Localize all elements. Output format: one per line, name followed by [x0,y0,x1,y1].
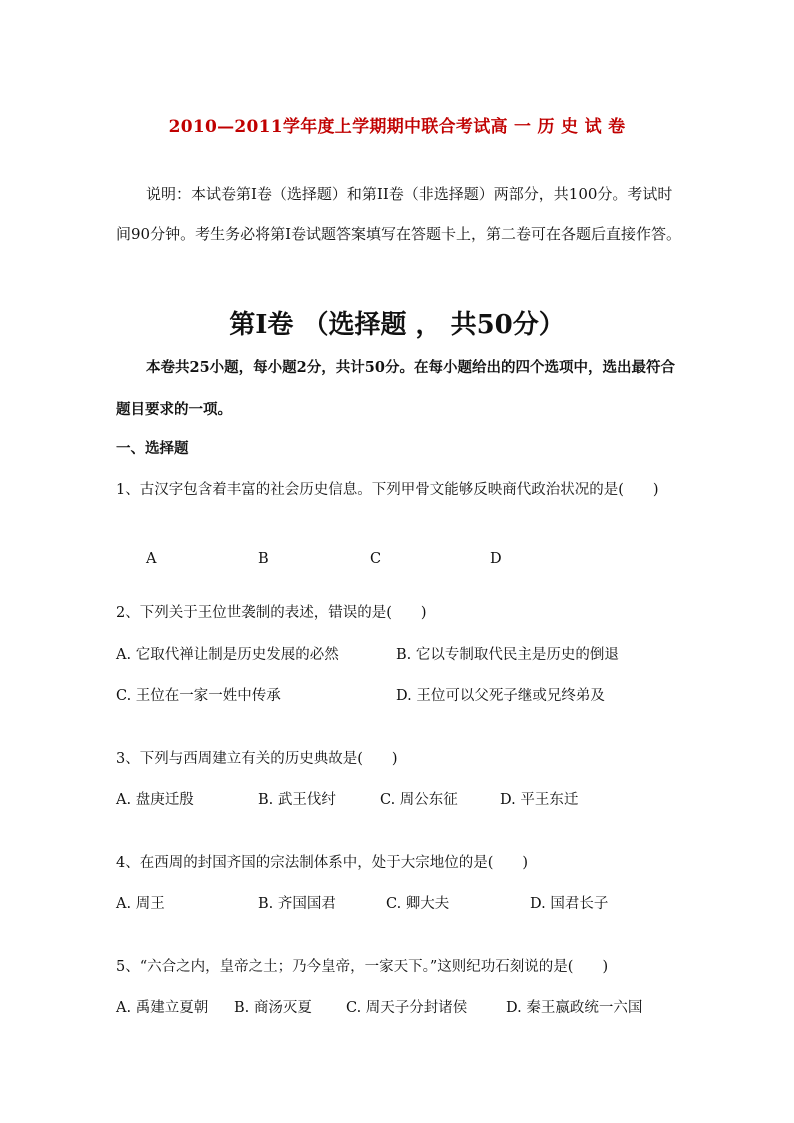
question-1-stem: 1、古汉字包含着丰富的社会历史信息。下列甲骨文能够反映商代政治状况的是( ) [116,482,659,498]
question-2-option-a: A. 它取代禅让制是历史发展的必然 [116,647,339,663]
question-4-option-d: D. 国君长子 [530,896,609,912]
question-1-options [116,551,716,575]
question-5-options [116,996,716,1020]
question-2-option-c: C. 王位在一家一姓中传承 [116,688,281,704]
question-3-option-d: D. 平王东迁 [500,792,579,808]
question-2-stem: 2、下列关于王位世袭制的表述，错误的是( ) [116,605,427,621]
question-2-options-row-2 [116,684,716,708]
question-1-option-d: D [490,551,502,567]
exam-instructions: 说明：本试卷第I卷（选择题）和第II卷（非选择题）两部分，共100分。考试时间90分钟。考生务必将第I卷试题答案填写在答题卡上，第二卷可在各题后直接作答。 [116,185,682,243]
question-3-option-b: B. 武王伐纣 [258,792,336,808]
question-5-option-d: D. 秦王嬴政统一六国 [506,1000,643,1016]
question-3-stem: 3、下列与西周建立有关的历史典故是( ) [116,751,398,767]
question-4-option-a: A. 周王 [116,896,165,912]
question-5-stem: 5、“六合之内，皇帝之土；乃今皇帝，一家天下。”这则纪功石刻说的是( ) [116,959,609,975]
question-3-option-a: A. 盘庚迁殷 [116,792,194,808]
question-4-stem: 4、在西周的封国齐国的宗法制体系中，处于大宗地位的是( ) [116,855,529,871]
part-heading: 一、选择题 [116,440,189,457]
exam-title: 2010—2011学年度上学期期中联合考试高 一 历 史 试 卷 [168,117,626,137]
section-heading: 第I卷 （选择题 ， 共50分） [229,310,565,340]
question-2-options-row-1 [116,643,716,667]
section-description: 本卷共25小题，每小题2分，共计50分。在每小题给出的四个选项中，选出最符合题目要求的一项。 [116,359,675,418]
question-3-option-c: C. 周公东征 [380,792,458,808]
question-5-option-a: A. 禹建立夏朝 [116,1000,209,1016]
question-5-option-b: B. 商汤灭夏 [234,1000,312,1016]
question-2-option-b: B. 它以专制取代民主是历史的倒退 [396,647,619,663]
question-4-option-b: B. 齐国国君 [258,896,336,912]
question-5-option-c: C. 周天子分封诸侯 [346,1000,468,1016]
question-4-option-c: C. 卿大夫 [386,896,450,912]
question-4-options [116,892,716,916]
question-1-option-b: B [258,551,269,567]
question-2-option-d: D. 王位可以父死子继或兄终弟及 [396,688,605,704]
question-1-option-a: A [146,551,157,567]
question-3-options [116,788,716,812]
question-1-option-c: C [370,551,382,567]
